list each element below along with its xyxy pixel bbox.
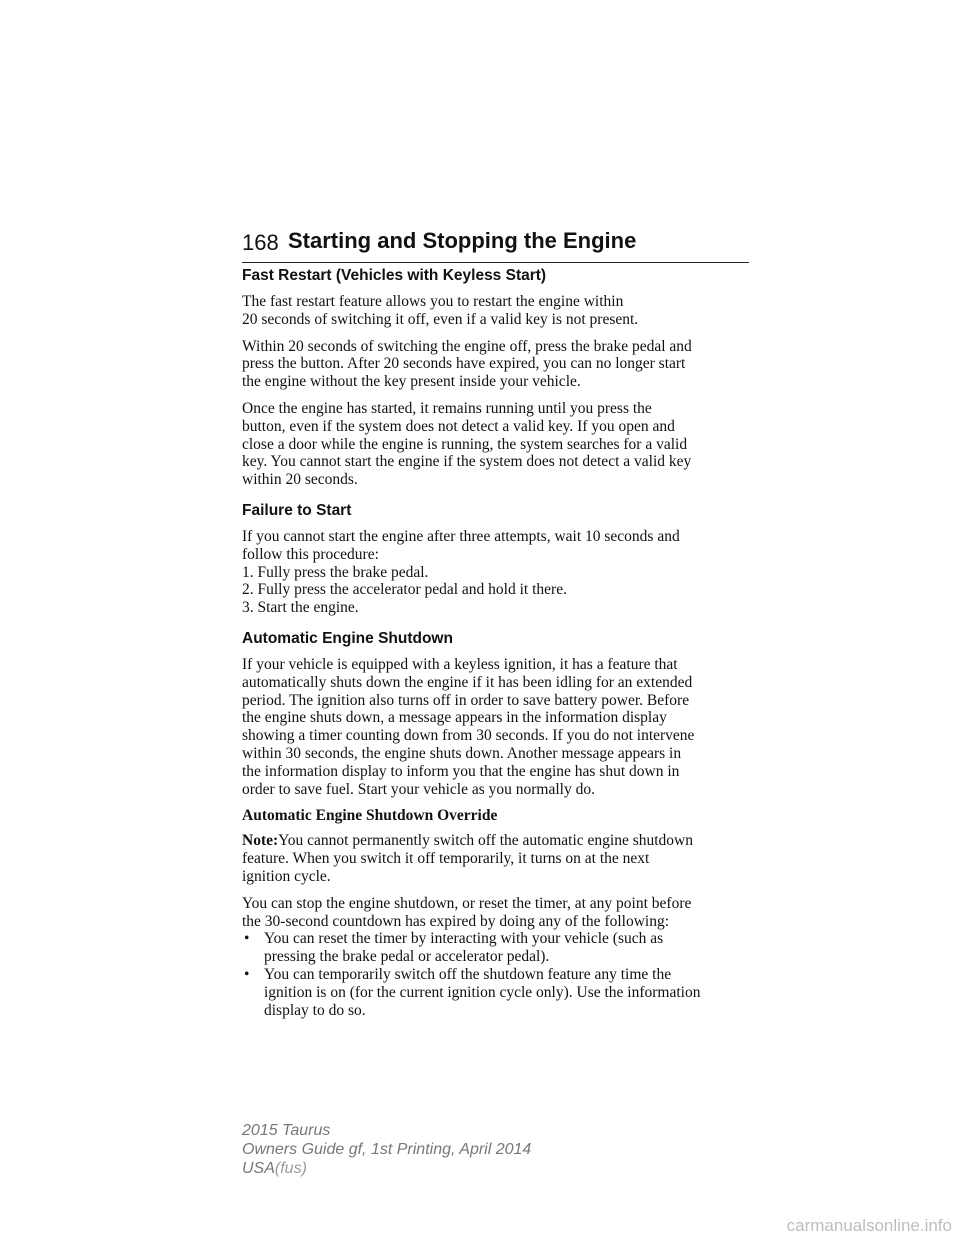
auto-shutdown-paragraph: If your vehicle is equipped with a keyless ignition, it has a feature that automatically shuts down the engine if it has been idling for an extended period. The ignition also turns off in order to save battery power. Before the engine shuts down, a message appears in the information display showing a timer counting down from 30 seconds. If you do not intervene within 30 seconds, the engine shuts down. Another message appears in the information display to inform you that the engine has shut down in order to save fuel. Start your vehicle as you normally do. bbox=[242, 655, 695, 798]
footer-market bbox=[242, 1159, 531, 1178]
bullet-text: You can temporarily switch off the shutdown feature any time the ignition is on (for the current ignition cycle only). Use the information display to do so. bbox=[264, 965, 701, 1019]
chapter-title: Starting and Stopping the Engine bbox=[288, 228, 637, 253]
page-footer bbox=[242, 1121, 531, 1178]
footer-region: USA bbox=[242, 1160, 275, 1177]
override-paragraph: You can stop the engine shutdown, or reset the timer, at any point before the 30-second countdown has expired by doing any of the following: bbox=[242, 894, 692, 930]
heading-failure-to-start: Failure to Start bbox=[242, 501, 352, 519]
page-content bbox=[242, 266, 752, 1019]
heading-automatic-engine-shutdown: Automatic Engine Shutdown bbox=[242, 629, 453, 647]
failure-to-start-intro: If you cannot start the engine after three attempts, wait 10 seconds and follow this procedure: bbox=[242, 527, 680, 563]
fast-restart-paragraph-3: Once the engine has started, it remains running until you press the button, even if the system does not detect a valid key. If you open and close a door while the engine is running, the system searches for a valid key. You cannot start the engine if the system does not detect a valid key within 20 seconds. bbox=[242, 399, 692, 489]
list-item: 3. Start the engine. bbox=[242, 599, 359, 617]
override-bullets bbox=[242, 930, 752, 1019]
failure-to-start-steps bbox=[242, 564, 752, 617]
list-item: 1. Fully press the brake pedal. bbox=[242, 563, 429, 581]
note-label: Note: bbox=[242, 832, 279, 850]
list-item: 2. Fully press the accelerator pedal and hold it there. bbox=[242, 581, 567, 599]
footer-model: 2015 Taurus bbox=[242, 1122, 331, 1139]
fast-restart-paragraph-1: The fast restart feature allows you to restart the engine within 20 seconds of switching it off, even if a valid key is not present. bbox=[242, 293, 639, 328]
page-number: 168 bbox=[242, 230, 279, 255]
heading-fast-restart: Fast Restart (Vehicles with Keyless Start) bbox=[242, 267, 547, 284]
fast-restart-paragraph-2: Within 20 seconds of switching the engine off, press the brake pedal and press the button. After 20 seconds have expired, you can no longer start the engine without the key present inside your vehicle. bbox=[242, 337, 692, 391]
bullet-icon: • bbox=[244, 965, 250, 983]
bullet-text: You can reset the timer by interacting with your vehicle (such as pressing the brake pedal or accelerator pedal). bbox=[264, 930, 664, 966]
list-item bbox=[242, 966, 752, 1019]
page-header bbox=[242, 226, 749, 263]
note-text: You cannot permanently switch off the automatic engine shutdown feature. When you switch it off temporarily, it turns on at the next ignition cycle. bbox=[242, 832, 693, 885]
list-item bbox=[242, 930, 752, 966]
watermark: carmanualsonline.info bbox=[786, 1216, 952, 1235]
subheading-override: Automatic Engine Shutdown Override bbox=[242, 807, 498, 825]
footer-printing: Owners Guide gf, 1st Printing, April 2014 bbox=[242, 1141, 532, 1158]
bullet-icon: • bbox=[244, 930, 250, 948]
override-note bbox=[242, 832, 752, 885]
footer-region-code: (fus) bbox=[274, 1160, 307, 1177]
